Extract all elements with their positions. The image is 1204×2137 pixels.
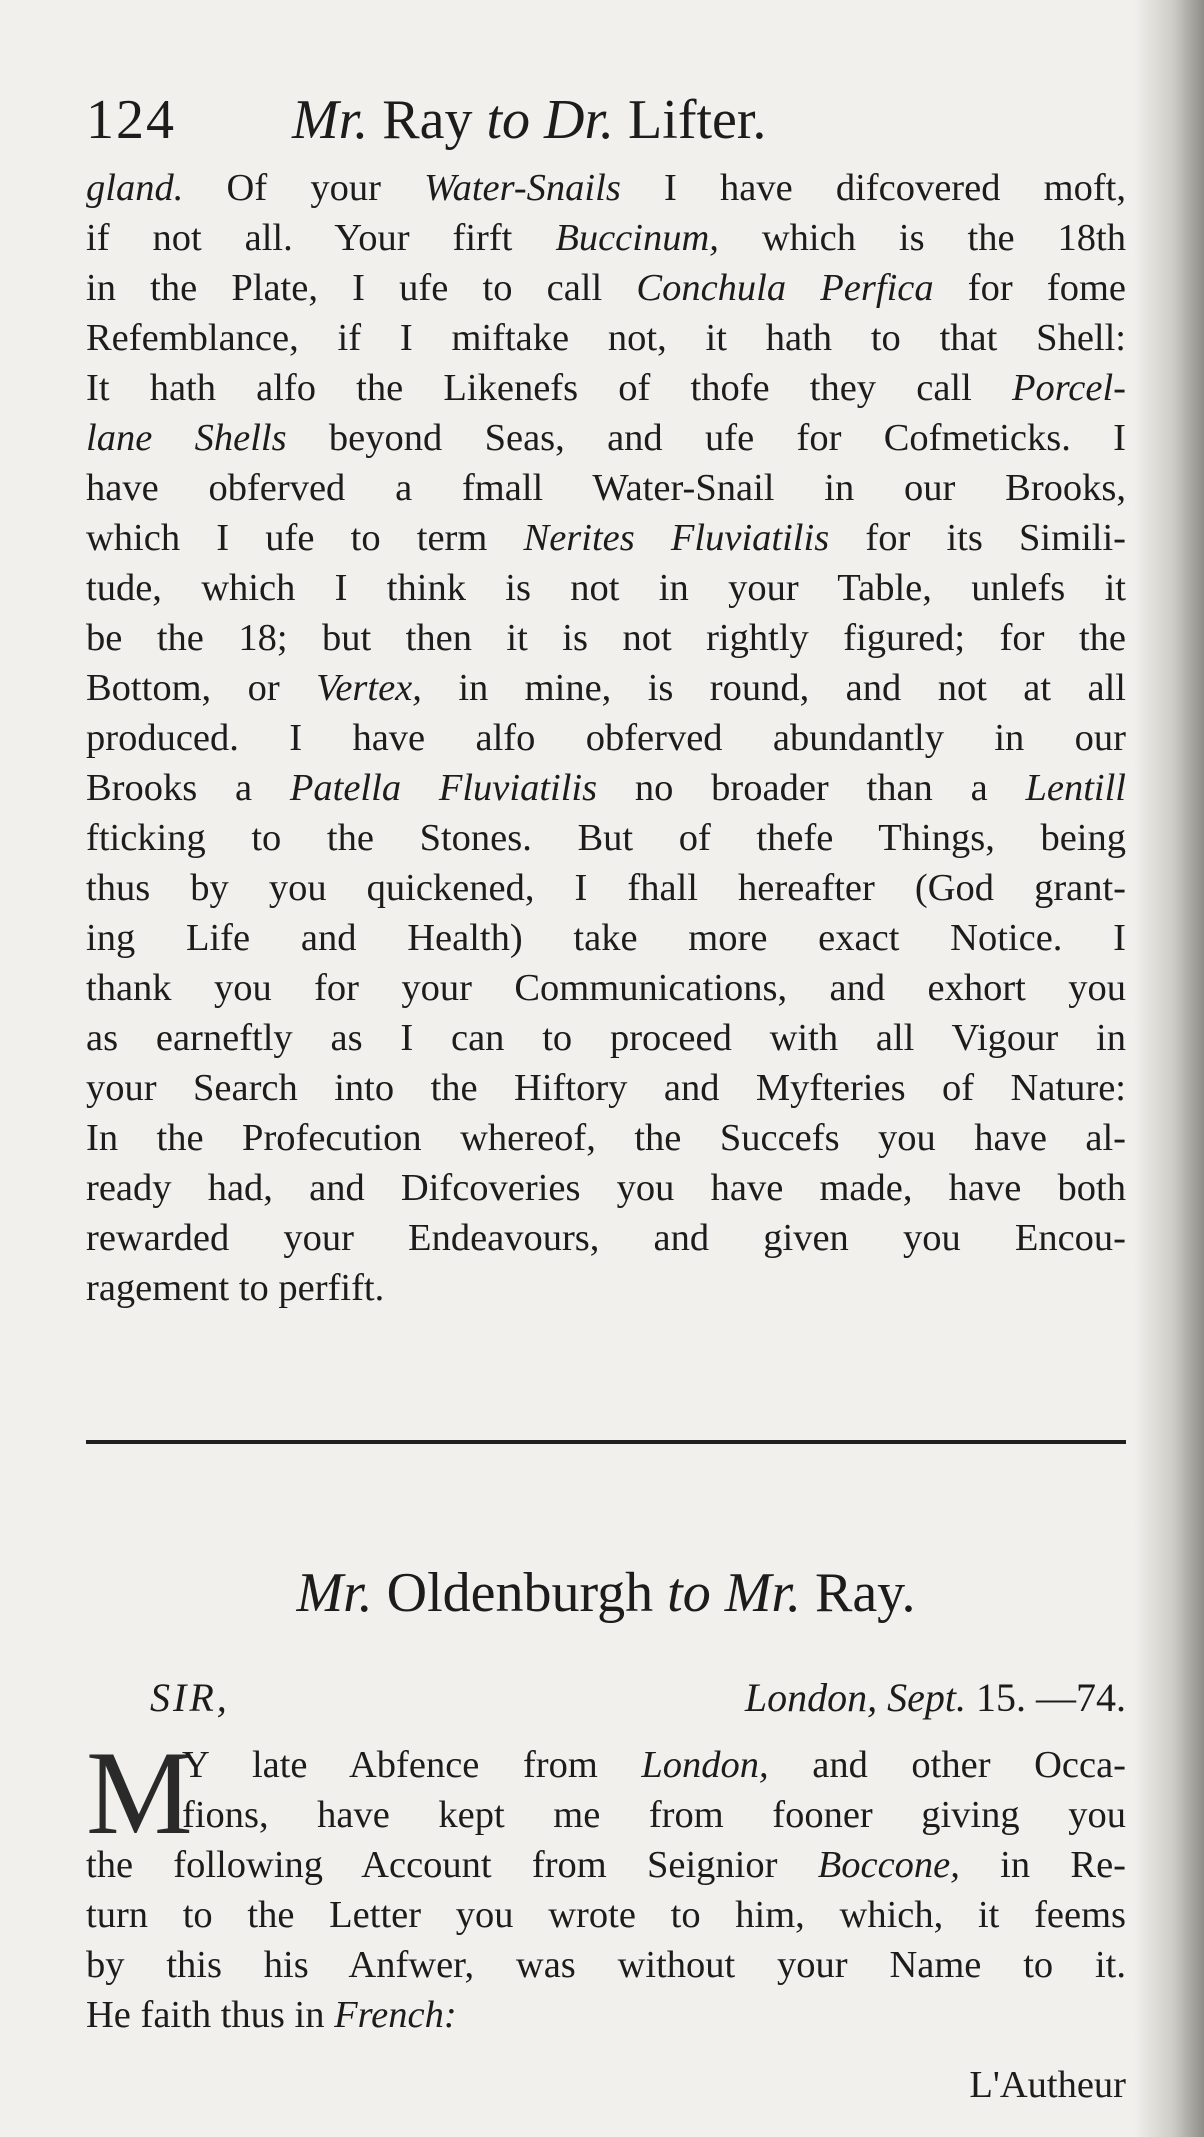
- salutation: SIR,: [150, 1675, 230, 1720]
- catchword: L'Autheur: [969, 2064, 1126, 2106]
- text-run: as earneftly as I can to proceed with all Vigour in: [86, 1017, 1126, 1059]
- text-run: thank you for your Communications, and exhort you: [86, 967, 1126, 1009]
- text-line: [86, 1740, 1126, 1790]
- text-run: In the Profecution whereof, the Succefs you have al-: [86, 1117, 1126, 1159]
- text-run: no broader than a: [597, 767, 1026, 809]
- text-run: fions, have kept me from fooner giving you: [182, 1794, 1126, 1836]
- text-run: beyond Seas, and ufe for Cofmeticks. I: [286, 417, 1126, 459]
- text-line: [86, 313, 1126, 363]
- page-number: 124: [86, 89, 176, 151]
- italic-text: Lentill: [1025, 767, 1126, 809]
- text-run: in mine, is round, and not at all: [421, 667, 1126, 709]
- text-line: [86, 663, 1126, 713]
- text-line: [86, 413, 1126, 463]
- text-run: Brooks a: [86, 767, 290, 809]
- text-line: [86, 213, 1126, 263]
- text-run: ragement to perfift.: [86, 1267, 385, 1309]
- text-run: have obferved a fmall Water-Snail in our Brooks,: [86, 467, 1126, 509]
- text-run: tude, which I think is not in your Table, unlefs it: [86, 567, 1126, 609]
- text-line: [86, 563, 1126, 613]
- text-run: for fome: [933, 267, 1126, 309]
- text-run: Y late Abfence from: [182, 1744, 642, 1786]
- text-line: [86, 1013, 1126, 1063]
- text-line: [86, 813, 1126, 863]
- text-run: thus by you quickened, I fhall hereafter (God grant-: [86, 867, 1126, 909]
- italic-text: Boccone,: [817, 1844, 960, 1886]
- text-run: ready had, and Difcoveries you have made, have both: [86, 1167, 1126, 1209]
- italic-text: Vertex,: [316, 667, 422, 709]
- text-line: [86, 863, 1126, 913]
- dateline: London, Sept. 15. —74.: [744, 1675, 1126, 1720]
- letter-body-text: [86, 1726, 1126, 2040]
- running-header: [86, 80, 1126, 160]
- text-line: [86, 1263, 1126, 1313]
- text-run: I have difcovered moft,: [620, 167, 1126, 209]
- text-line: [86, 363, 1126, 413]
- text-run: It hath alfo the Likenefs of thofe they call: [86, 367, 1012, 409]
- text-line: [86, 1890, 1126, 1940]
- section-divider-rule: [86, 1440, 1126, 1444]
- text-line: [86, 913, 1126, 963]
- text-line: [86, 1790, 1126, 1840]
- text-run: be the 18; but then it is not rightly figured; for the: [86, 617, 1126, 659]
- text-run: in Re-: [959, 1844, 1126, 1886]
- text-line: [86, 963, 1126, 1013]
- text-run: if not all. Your firft: [86, 217, 556, 259]
- text-run: for its Simili-: [829, 517, 1126, 559]
- italic-text: Water-Snails: [424, 167, 621, 209]
- italic-text: Patella Fluviatilis: [289, 767, 598, 809]
- text-run: fticking to the Stones. But of thefe Things, being: [86, 817, 1126, 859]
- italic-text: French:: [334, 1994, 457, 2036]
- text-line: [86, 513, 1126, 563]
- text-run: Bottom, or: [86, 667, 317, 709]
- italic-text: Conchula Perfica: [636, 267, 934, 309]
- text-line: [86, 163, 1126, 213]
- letter-heading: Mr. Oldenburgh to Mr. Ray.: [296, 1562, 916, 1624]
- text-line: [86, 1990, 1126, 2040]
- text-run: produced. I have alfo obferved abundantly in our: [86, 717, 1126, 759]
- text-line: [86, 1213, 1126, 1263]
- text-run: He faith thus in: [86, 1994, 335, 2036]
- italic-text: Nerites Fluviatilis: [523, 517, 830, 559]
- text-run: ing Life and Health) take more exact Notice. I: [86, 917, 1126, 959]
- text-line: [86, 1063, 1126, 1113]
- continued-letter-text: [86, 163, 1126, 1313]
- italic-text: Buccinum,: [555, 217, 719, 259]
- italic-text: London,: [641, 1744, 769, 1786]
- text-run: and other Occa-: [768, 1744, 1126, 1786]
- text-line: [86, 763, 1126, 813]
- text-line: [86, 263, 1126, 313]
- text-run: rewarded your Endeavours, and given you Encou-: [86, 1217, 1126, 1259]
- text-run: by this his Anfwer, was without your Name to it.: [86, 1944, 1126, 1986]
- italic-text: gland.: [86, 167, 184, 209]
- text-run: your Search into the Hiftory and Myfteries of Nature:: [86, 1067, 1126, 1109]
- text-line: [86, 1840, 1126, 1890]
- drop-capital: M: [86, 1726, 193, 1859]
- text-line: [86, 613, 1126, 663]
- text-line: [86, 1940, 1126, 1990]
- text-line: [86, 1113, 1126, 1163]
- text-run: which I ufe to term: [86, 517, 524, 559]
- text-run: in the Plate, I ufe to call: [86, 267, 637, 309]
- text-run: which is the 18th: [718, 217, 1126, 259]
- text-line: [86, 463, 1126, 513]
- page-gutter-shadow: [1134, 0, 1204, 2137]
- text-line: [86, 1163, 1126, 1213]
- text-run: Of your: [183, 167, 425, 209]
- italic-text: lane Shells: [86, 417, 287, 459]
- text-line: [86, 713, 1126, 763]
- text-run: Refemblance, if I miftake not, it hath to that Shell:: [86, 317, 1126, 359]
- running-title: Mr. Ray to Dr. Lifter.: [292, 89, 767, 151]
- italic-text: Porcel-: [1011, 367, 1126, 409]
- text-run: turn to the Letter you wrote to him, which, it feems: [86, 1894, 1126, 1936]
- text-run: the following Account from Seignior: [86, 1844, 818, 1886]
